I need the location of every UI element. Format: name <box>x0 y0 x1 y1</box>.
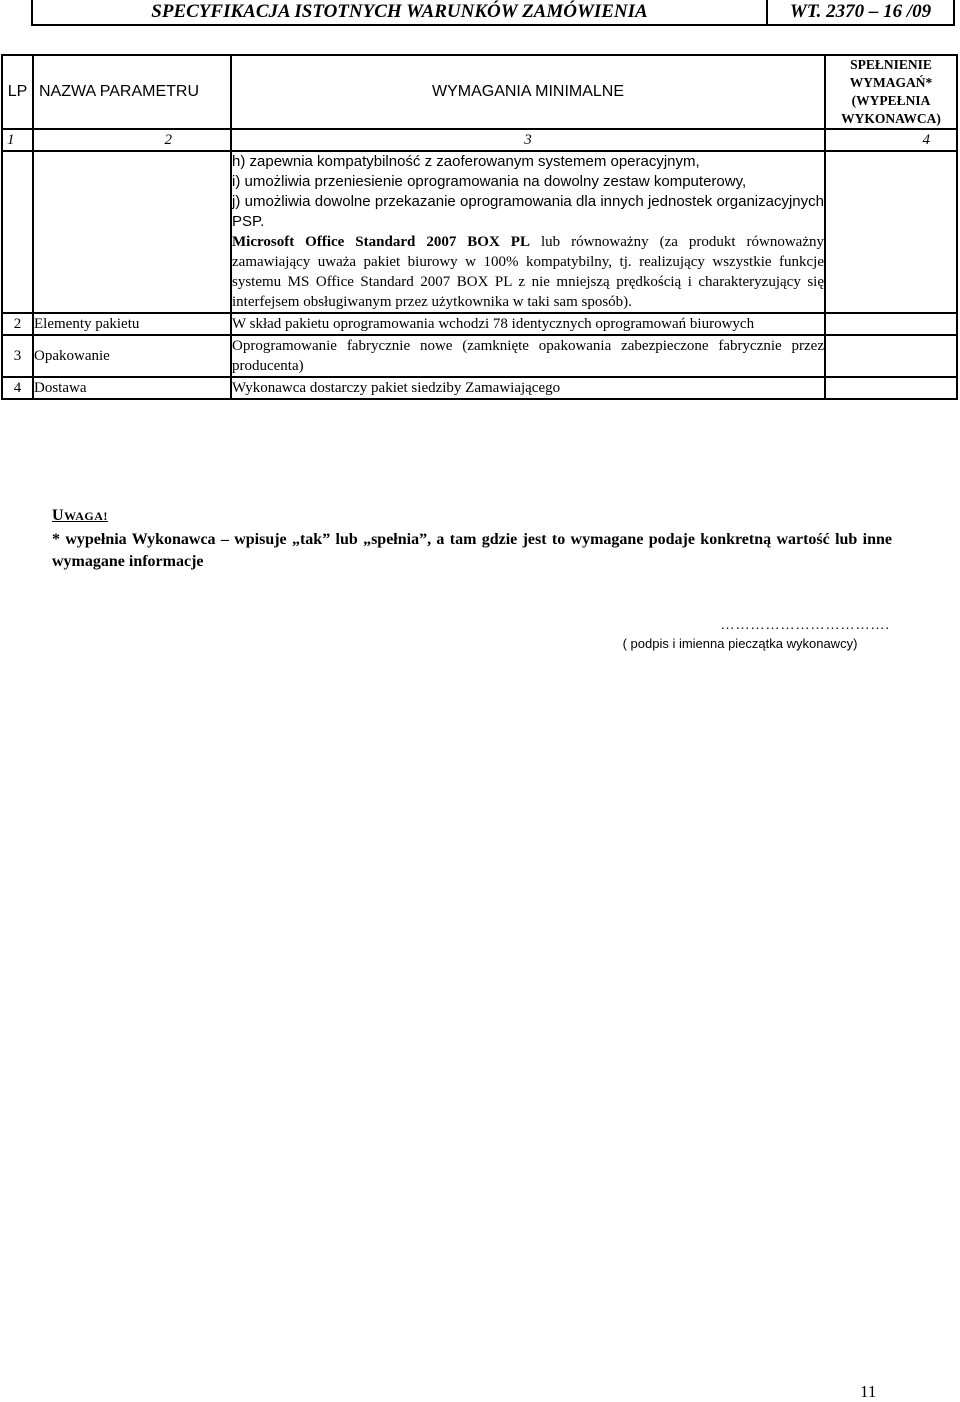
requirement-h: h) zapewnia kompatybilność z zaoferowanym systemem operacyjnym, <box>232 153 700 170</box>
col-header-name: NAZWA PARAMETRU <box>33 55 231 129</box>
uwaga-initial: U <box>52 507 65 524</box>
requirement-i: i) umożliwia przeniesienie oprogramowania na dowolny zestaw komputerowy, <box>232 173 747 190</box>
table-row <box>2 313 957 335</box>
col-number-4: 4 <box>825 129 957 151</box>
lp-cell: 4 <box>2 377 33 399</box>
col-header-requirements: WYMAGANIA MINIMALNE <box>231 55 825 129</box>
col-number-2: 2 <box>33 129 231 151</box>
uwaga-heading <box>52 507 892 525</box>
header-reference: WT. 2370 – 16 /09 <box>789 1 932 22</box>
fulfilment-cell[interactable] <box>825 377 957 399</box>
product-requirement <box>232 232 824 312</box>
name-cell-empty <box>33 151 231 313</box>
document-header <box>31 0 955 26</box>
table-header-row <box>2 55 957 129</box>
col-header-lp: LP <box>2 55 33 129</box>
notes-section <box>52 507 892 573</box>
signature-block <box>560 618 920 651</box>
table-row <box>2 151 957 313</box>
name-cell: Elementy pakietu <box>33 313 231 335</box>
uwaga-rest: WAGA! <box>64 509 108 523</box>
col-number-3: 3 <box>231 129 825 151</box>
product-name: Microsoft Office Standard 2007 BOX PL <box>232 234 530 250</box>
lp-cell: 2 <box>2 313 33 335</box>
specification-table <box>1 54 958 400</box>
lp-cell: 3 <box>2 335 33 377</box>
requirement-j: j) umożliwia dowolne przekazanie oprogramowania dla innych jednostek organizacyjnych PSP. <box>232 193 824 230</box>
lp-cell-empty <box>2 151 33 313</box>
column-numbers-row <box>2 129 957 151</box>
requirements-cell <box>231 151 825 313</box>
page-number: 11 <box>860 1382 877 1401</box>
product-description: lub równoważny (za produkt równoważny zamawiający uważa pakiet biurowy w 100% kompatybilny, tj. realizujący wszystkie funkcje systemu MS Office Standard 2007 BOX PL z nie mniejszą prędkością i charakteryzujący się interfejsem obsługiwanym przez użytkownika w taki sam sposób). <box>232 234 824 310</box>
fulfilment-cell[interactable] <box>825 313 957 335</box>
name-cell: Opakowanie <box>33 335 231 377</box>
name-cell: Dostawa <box>33 377 231 399</box>
requirements-cell: Oprogramowanie fabrycznie nowe (zamknięte opakowania zabezpieczone fabrycznie przez producenta) <box>231 335 825 377</box>
fulfilment-cell[interactable] <box>825 151 957 313</box>
table-row <box>2 377 957 399</box>
requirements-cell: W skład pakietu oprogramowania wchodzi 78 identycznych oprogramowań biurowych <box>231 313 825 335</box>
header-title: SPECYFIKACJA ISTOTNYCH WARUNKÓW ZAMÓWIENIA <box>33 0 768 24</box>
table-row <box>2 335 957 377</box>
signature-caption: ( podpis i imienna pieczątka wykonawcy) <box>622 636 858 651</box>
signature-line: ……………………………. <box>720 618 890 633</box>
col-number-1: 1 <box>2 129 33 151</box>
fulfilment-note: * wypełnia Wykonawca – wpisuje „tak” lub „spełnia”, a tam gdzie jest to wymagane podaje konkretną wartość lub inne wymagane informacje <box>52 531 892 570</box>
requirements-cell: Wykonawca dostarczy pakiet siedziby Zamawiającego <box>231 377 825 399</box>
fulfilment-cell[interactable] <box>825 335 957 377</box>
col-header-fulfilment: SPEŁNIENIE WYMAGAŃ* (WYPEŁNIA WYKONAWCA) <box>825 55 957 129</box>
